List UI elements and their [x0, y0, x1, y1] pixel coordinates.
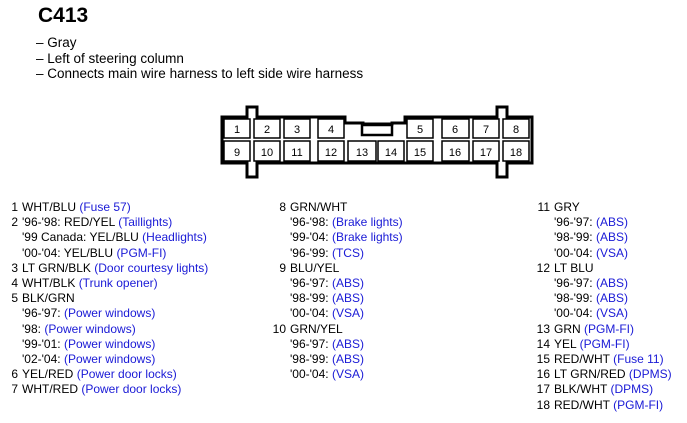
circuit-reference: (ABS): [331, 336, 364, 351]
pin-description: [270, 200, 403, 261]
wire-color: WHT/BLU: [22, 200, 76, 214]
model-year-line: [290, 367, 403, 382]
cavity-label-1: 1: [233, 124, 241, 136]
cavity-label-17: 17: [479, 147, 493, 159]
model-year-wire: '00-'04:: [290, 367, 329, 382]
connector-face-diagram: [0, 0, 687, 200]
circuit-reference: (Power door locks): [76, 367, 177, 382]
pin-wire-line: [22, 276, 208, 291]
model-year-wire: '96-'98: RED/YEL: [22, 215, 115, 230]
pin-entry-6: [2, 367, 208, 382]
pin-number: 12: [536, 260, 550, 275]
pin-wire-line: [554, 382, 672, 397]
wire-color: RED/WHT: [554, 397, 610, 412]
cavity-label-9: 9: [233, 147, 241, 159]
pin-wire-line: [290, 261, 403, 276]
pin-wire-line: [554, 352, 672, 367]
pin-entry-3: [2, 261, 208, 276]
model-year-wire: '96-'97:: [290, 276, 329, 291]
pin-wire-line: [554, 322, 672, 337]
pin-wire-line: [554, 200, 672, 215]
circuit-reference: (Power windows): [63, 352, 156, 367]
circuit-reference: (Brake lights): [331, 230, 403, 245]
pin-list-column-2: [270, 200, 403, 382]
model-year-wire: '00-'04:: [554, 245, 593, 260]
circuit-reference: (VSA): [331, 367, 364, 382]
circuit-reference: (DPMS): [610, 382, 654, 397]
model-year-line: [554, 230, 672, 245]
circuit-reference: (Headlights): [142, 230, 207, 245]
pin-wire-line: [22, 261, 208, 276]
model-year-wire: '98-'99:: [554, 291, 593, 306]
pin-entry-15: [534, 352, 672, 367]
pin-entry-10: [270, 322, 403, 383]
pin-number: 3: [11, 260, 18, 275]
pin-entry-8: [270, 200, 403, 261]
wire-color: LT BLU: [554, 260, 594, 275]
wire-color: LT GRN/RED: [554, 367, 626, 382]
circuit-reference: (Power windows): [44, 321, 136, 336]
pin-description: [2, 291, 208, 367]
model-year-wire: '98-'99:: [554, 230, 593, 245]
pin-number: 8: [279, 200, 286, 214]
cavity-label-15: 15: [413, 147, 427, 159]
cavity-label-4: 4: [327, 124, 335, 136]
circuit-reference: (ABS): [595, 215, 628, 230]
cavity-label-6: 6: [451, 124, 459, 136]
model-year-wire: '98:: [22, 321, 41, 336]
cavity-label-16: 16: [448, 147, 462, 159]
model-year-wire: '96-'99:: [290, 245, 329, 260]
pin-entry-14: [534, 337, 672, 352]
model-year-wire: '99-'04:: [290, 230, 329, 245]
pin-description: [2, 261, 208, 276]
circuit-reference: (PGM-FI): [579, 336, 630, 351]
pin-number: 10: [272, 321, 286, 336]
model-year-wire: '98-'99:: [290, 352, 329, 367]
pin-description: [534, 200, 672, 261]
pin-list-column-1: [2, 200, 208, 398]
cavity-label-13: 13: [355, 147, 369, 159]
pin-entry-1: [2, 200, 208, 215]
model-year-line: [554, 306, 672, 321]
pin-entry-16: [534, 367, 672, 382]
pin-entry-17: [534, 382, 672, 397]
pin-entry-18: [534, 398, 672, 413]
pin-description: [534, 367, 672, 382]
model-year-line: [22, 230, 208, 245]
pin-description: [534, 382, 672, 397]
circuit-reference: (TCS): [331, 245, 364, 260]
circuit-reference: (ABS): [331, 352, 364, 367]
wire-color: BLK/WHT: [554, 382, 608, 397]
circuit-reference: (ABS): [595, 276, 628, 291]
pin-number: 4: [11, 276, 18, 291]
pin-description: [2, 367, 208, 382]
circuit-reference: (Fuse 57): [79, 200, 131, 214]
pin-description: [534, 398, 672, 413]
circuit-reference: (Power windows): [63, 336, 156, 351]
pin-description: [270, 322, 403, 383]
circuit-reference: (ABS): [595, 230, 628, 245]
model-year-line: [554, 291, 672, 306]
pin-description: [534, 352, 672, 367]
pin-wire-line: [554, 367, 672, 382]
circuit-reference: (PGM-FI): [584, 321, 635, 336]
circuit-reference: (PGM-FI): [613, 397, 664, 412]
model-year-wire: '00-'04: YEL/BLU: [22, 245, 114, 260]
pin-wire-line: [554, 398, 672, 413]
pin-number: 15: [536, 352, 550, 367]
wire-color: LT GRN/BLK: [22, 260, 91, 275]
connector-title: C413: [38, 4, 89, 27]
circuit-reference: (VSA): [595, 245, 628, 260]
pin-description: [270, 261, 403, 322]
pin-description: [2, 215, 208, 261]
cavity-label-3: 3: [293, 124, 301, 136]
model-year-wire: '02-'04:: [22, 352, 61, 367]
model-year-wire: '00-'04:: [554, 306, 593, 321]
pin-description: [534, 337, 672, 352]
model-year-line: [554, 246, 672, 261]
model-year-wire: '99-'01:: [22, 336, 61, 351]
pin-number: 18: [536, 397, 550, 412]
cavity-label-5: 5: [416, 124, 424, 136]
circuit-reference: (ABS): [331, 291, 364, 306]
connector-purpose: – Connects main wire harness to left side wire harness: [36, 66, 363, 82]
pin-entry-11: [534, 200, 672, 261]
model-year-line: [22, 215, 208, 230]
pin-wire-line: [22, 367, 208, 382]
pin-entry-4: [2, 276, 208, 291]
model-year-line: [22, 246, 208, 261]
pin-description: [2, 382, 208, 397]
model-year-line: [290, 337, 403, 352]
pin-wire-line: [22, 382, 208, 397]
connector-latch: [362, 125, 392, 135]
pin-description: [534, 322, 672, 337]
cavity-label-7: 7: [482, 124, 490, 136]
cavity-label-2: 2: [263, 124, 271, 136]
model-year-wire: '00-'04:: [290, 306, 329, 321]
circuit-reference: (Power windows): [63, 306, 156, 321]
pin-wire-line: [290, 200, 403, 215]
wire-color: GRN/WHT: [290, 200, 348, 214]
pin-description: [2, 200, 208, 215]
pin-entry-5: [2, 291, 208, 367]
pin-wire-line: [22, 291, 208, 306]
pin-entry-12: [534, 261, 672, 322]
pin-number: 6: [11, 367, 18, 382]
model-year-wire: '96-'97:: [22, 306, 61, 321]
circuit-reference: (DPMS): [628, 367, 672, 382]
model-year-line: [290, 352, 403, 367]
pin-number: 13: [536, 321, 550, 336]
model-year-line: [290, 306, 403, 321]
wire-color: GRN: [554, 321, 581, 336]
model-year-line: [22, 337, 208, 352]
circuit-reference: (Fuse 11): [613, 352, 664, 367]
pin-number: 17: [536, 382, 550, 397]
model-year-wire: '96-'97:: [290, 336, 329, 351]
pin-wire-line: [22, 200, 208, 215]
model-year-wire: '96-'97:: [554, 276, 593, 291]
pin-number: 11: [537, 200, 550, 214]
pin-wire-line: [554, 261, 672, 276]
model-year-line: [554, 215, 672, 230]
model-year-wire: '98-'99:: [290, 291, 329, 306]
pin-number: 16: [536, 367, 550, 382]
pin-number: 7: [11, 382, 18, 397]
pin-wire-line: [290, 322, 403, 337]
circuit-reference: (PGM-FI): [116, 245, 167, 260]
circuit-reference: (Brake lights): [331, 215, 403, 230]
pin-number: 2: [11, 215, 18, 230]
model-year-wire: '96-'97:: [554, 215, 593, 230]
wire-color: WHT/RED: [22, 382, 78, 397]
pin-number: 1: [11, 200, 18, 214]
cavity-label-12: 12: [324, 147, 338, 159]
pin-number: 14: [536, 336, 550, 351]
cavity-label-8: 8: [512, 124, 520, 136]
pin-number: 5: [11, 291, 18, 306]
wire-color: YEL: [554, 336, 577, 351]
circuit-reference: (VSA): [595, 306, 628, 321]
pin-entry-2: [2, 215, 208, 261]
model-year-line: [554, 276, 672, 291]
cavity-label-10: 10: [260, 147, 274, 159]
wire-color: BLK/GRN: [22, 291, 75, 306]
pin-wire-line: [554, 337, 672, 352]
circuit-reference: (ABS): [595, 291, 628, 306]
model-year-line: [22, 352, 208, 367]
circuit-reference: (Taillights): [118, 215, 173, 230]
circuit-reference: (ABS): [331, 276, 364, 291]
pin-description: [2, 276, 208, 291]
model-year-line: [290, 215, 403, 230]
pin-entry-13: [534, 322, 672, 337]
model-year-line: [22, 322, 208, 337]
connector-color: – Gray: [36, 35, 363, 51]
connector-outline: [222, 107, 532, 177]
wire-color: GRN/YEL: [290, 321, 343, 336]
pin-list-column-3: [534, 200, 672, 413]
pin-number: 9: [279, 260, 286, 275]
pin-entry-9: [270, 261, 403, 322]
wire-color: GRY: [554, 200, 580, 214]
wire-color: YEL/RED: [22, 367, 74, 382]
model-year-line: [290, 230, 403, 245]
pin-description: [534, 261, 672, 322]
wire-color: BLU/YEL: [290, 260, 340, 275]
model-year-line: [290, 276, 403, 291]
model-year-wire: '96-'98:: [290, 215, 329, 230]
pin-entry-7: [2, 382, 208, 397]
circuit-reference: (Trunk opener): [78, 276, 158, 291]
wire-color: WHT/BLK: [22, 276, 76, 291]
circuit-reference: (VSA): [331, 306, 364, 321]
connector-location: – Left of steering column: [36, 51, 363, 67]
model-year-line: [290, 246, 403, 261]
cavity-label-18: 18: [509, 147, 523, 159]
cavity-label-14: 14: [384, 147, 398, 159]
circuit-reference: (Door courtesy lights): [94, 260, 209, 275]
circuit-reference: (Power door locks): [81, 382, 182, 397]
wire-color: RED/WHT: [554, 352, 610, 367]
cavity-label-11: 11: [291, 147, 303, 159]
model-year-wire: '99 Canada: YEL/BLU: [22, 230, 139, 245]
model-year-line: [22, 306, 208, 321]
model-year-line: [290, 291, 403, 306]
